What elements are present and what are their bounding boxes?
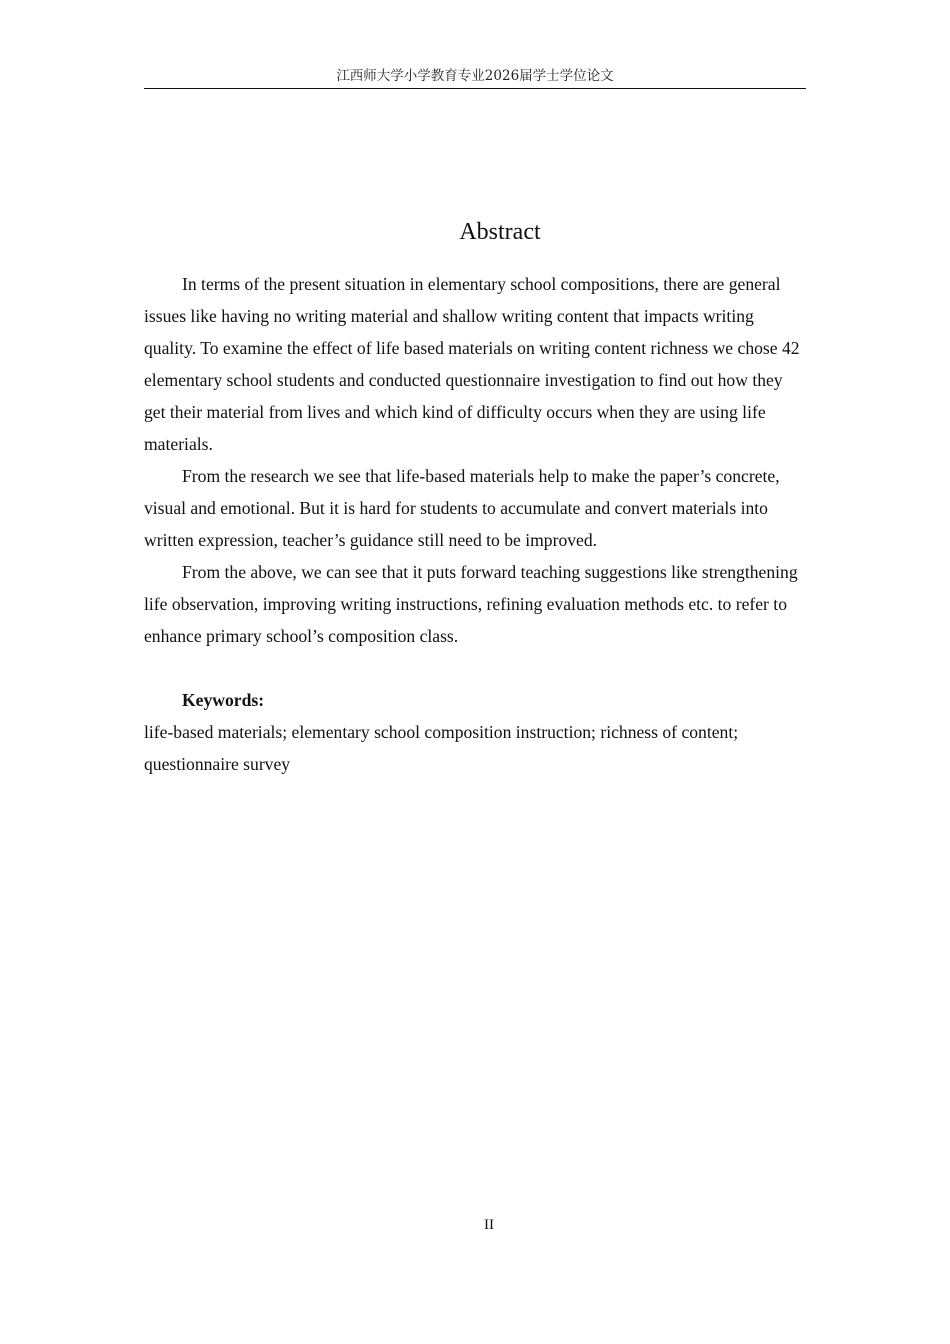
page-number: II [484,1217,494,1233]
running-header: 江西师大学小学教育专业2026届学士学位论文 [336,68,614,84]
keywords-label: Keywords: [182,690,265,710]
keywords-section [144,684,808,780]
keywords-text: life-based materials; elementary school composition instruction; richness of content; questionnaire survey [144,722,739,774]
abstract-paragraph-1: In terms of the present situation in elementary school compositions, there are general issues like having no writing material and shallow writing content that impacts writing quality. To examine the effect of life based materials on writing content richness we chose 42 elementary school students and conducted questionnaire investigation to find out how they get their material from lives and which kind of difficulty occurs when they are using life materials. [144,274,800,454]
abstract-title: Abstract [459,219,541,246]
abstract-paragraph-3: From the above, we can see that it puts forward teaching suggestions like strengthening life observation, improving writing instructions, refining evaluation methods etc. to refer to enhance primary school’s composition class. [144,562,798,646]
header-rule [144,88,806,89]
abstract-body [144,268,808,652]
abstract-paragraph-2: From the research we see that life-based materials help to make the paper’s concrete, visual and emotional. But it is hard for students to accumulate and convert materials into written expression, teacher’s guidance still need to be improved. [144,466,780,550]
